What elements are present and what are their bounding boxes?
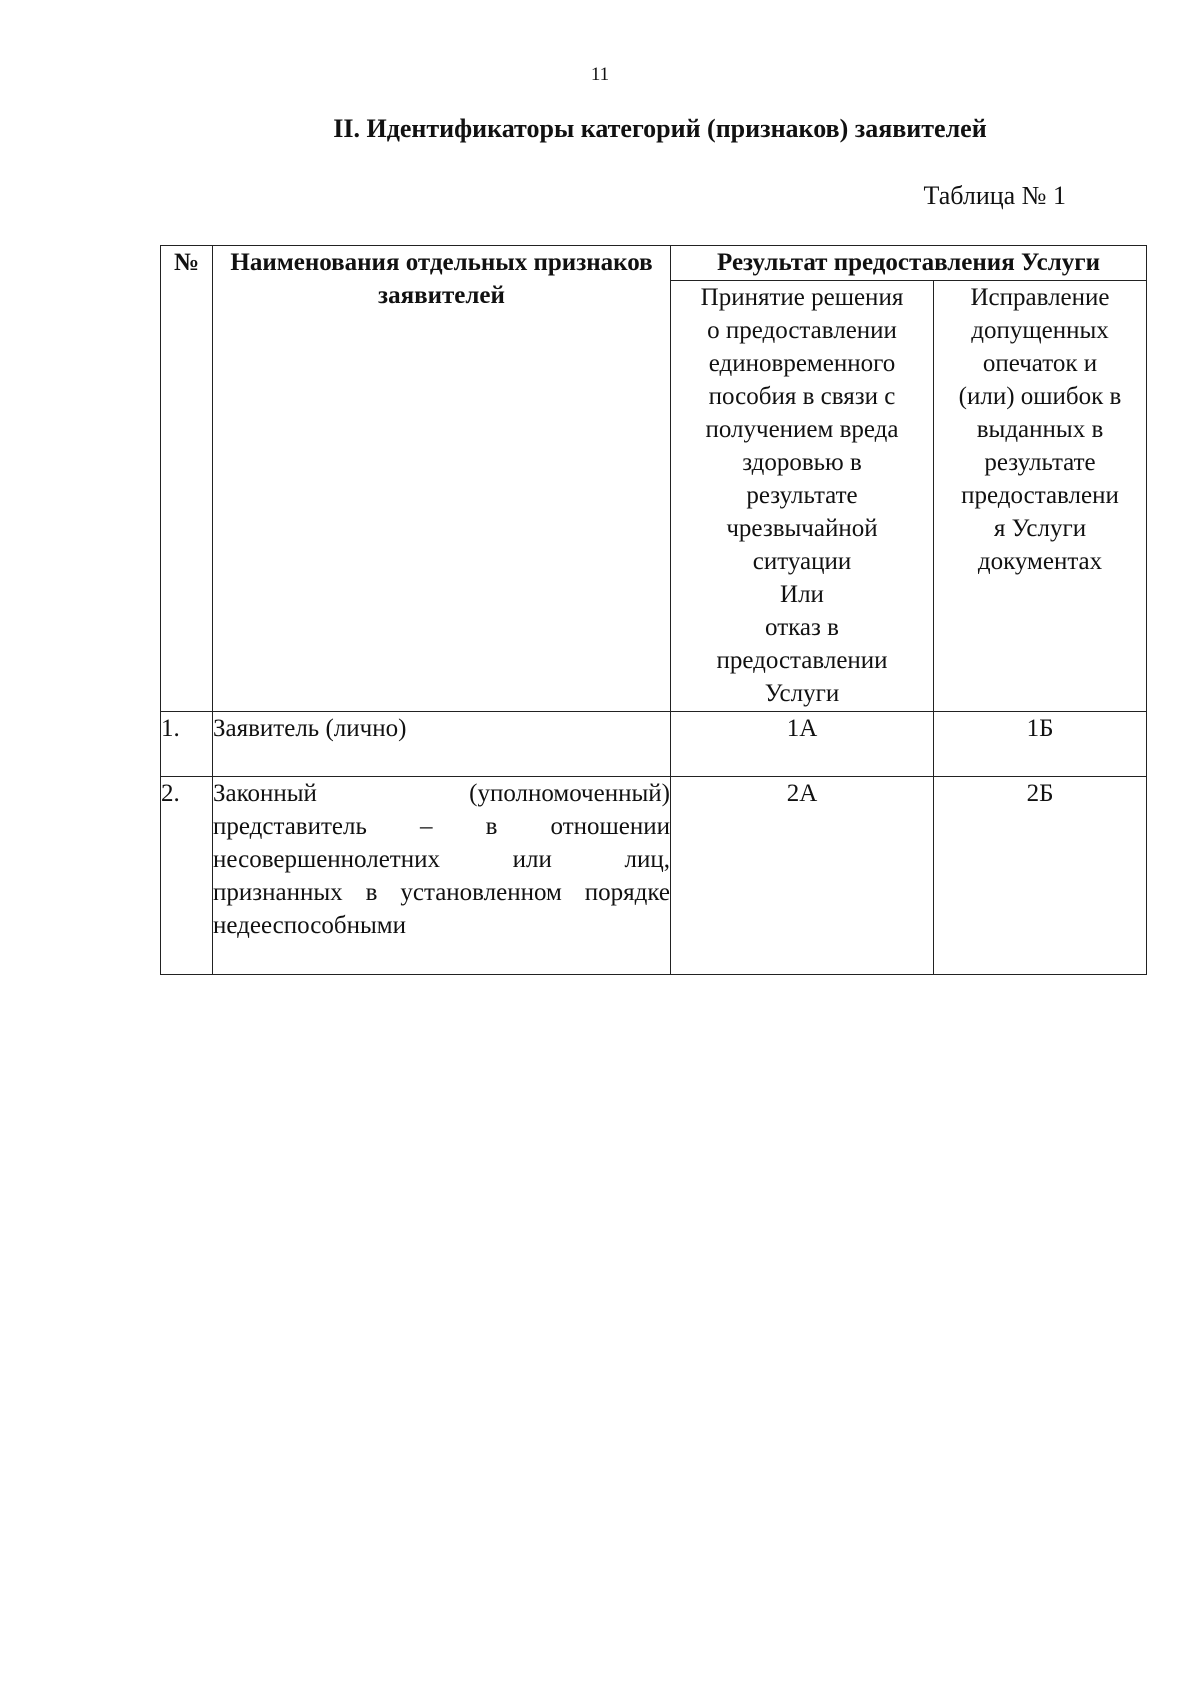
header-result-correction: Исправление допущенных опечаток и (или) ошибок в выданных в результате предоставлени я Услуги документах	[934, 281, 1147, 712]
table-caption: Таблица № 1	[923, 181, 1066, 210]
header-row-1	[161, 246, 1147, 281]
identifiers-table	[160, 245, 1147, 975]
page-number: 11	[590, 64, 610, 85]
table-row	[161, 712, 1147, 777]
row-code-correction: 1Б	[934, 712, 1147, 777]
row-applicant: Заявитель (лично)	[213, 712, 671, 777]
row-number: 1.	[161, 712, 213, 777]
row-code-decision: 2А	[671, 777, 934, 975]
row-applicant: Законный (уполномоченный) представитель – в отношении несовершеннолетних или лиц, признанных в установленном порядке недееспособными	[213, 777, 671, 975]
header-number: №	[161, 246, 213, 712]
section-title: II. Идентификаторы категорий (признаков) заявителей	[333, 114, 987, 143]
header-applicant-attributes: Наименования отдельных признаков заявителей	[213, 246, 671, 712]
row-code-decision: 1А	[671, 712, 934, 777]
table-row	[161, 777, 1147, 975]
row-number: 2.	[161, 777, 213, 975]
row-code-correction: 2Б	[934, 777, 1147, 975]
header-result-decision: Принятие решения о предоставлении единовременного пособия в связи с получением вреда здоровью в результате чрезвычайной ситуации Или отказ в предоставлении Услуги	[671, 281, 934, 712]
header-service-result: Результат предоставления Услуги	[671, 246, 1147, 281]
